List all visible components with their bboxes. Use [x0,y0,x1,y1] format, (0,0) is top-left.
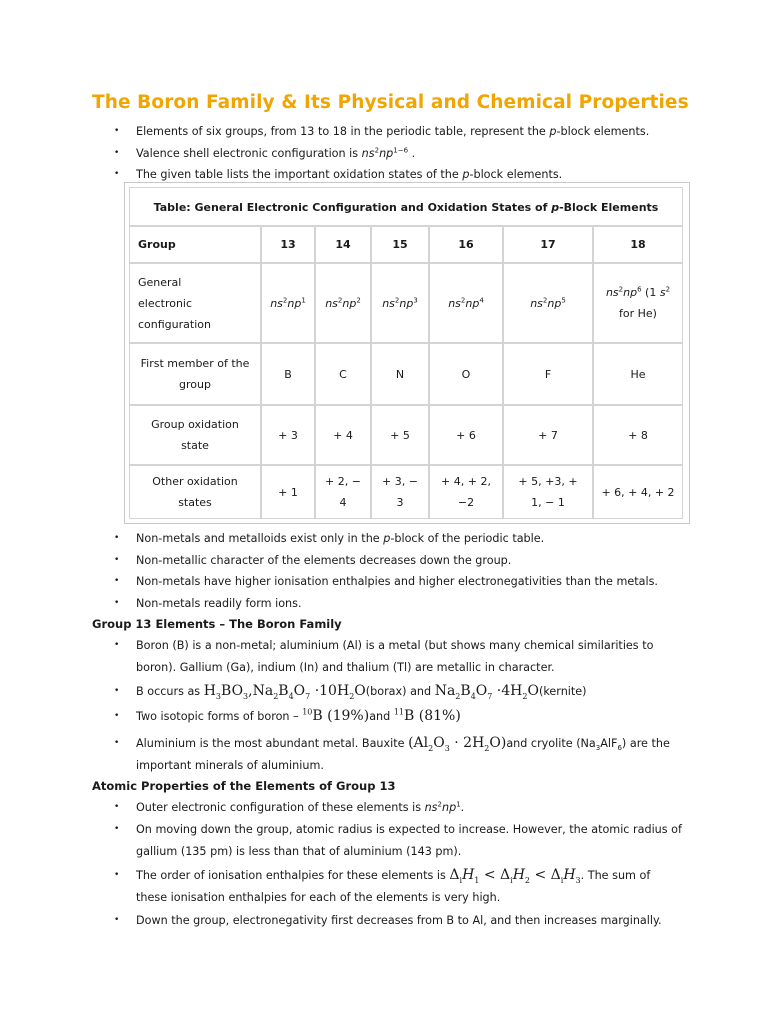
kernite-formula: $Na_2B_4O_7 \cdot 4H_2O$ [434,683,539,701]
section-heading-group-13: Group 13 Elements – The Boron Family [92,617,342,631]
table-cell: + 5 [371,405,429,465]
table-header-cell: Group [129,225,261,263]
table-cell: + 3, − 3 [371,465,429,519]
table-cell: + 5, +3, + 1, − 1 [503,465,593,519]
table-row-label: Other oxidation states [129,465,261,519]
table-cell-config: $ns^2np^5$ [503,263,593,343]
table-cell: O [429,343,503,405]
table-header-cell: 17 [503,225,593,263]
bullet-dot: • [114,711,120,721]
table-cell-config: $ns^2np^1$ [261,263,315,343]
table-cell-config: $ns^2np^2$ [315,263,371,343]
table-cell: C [315,343,371,405]
bullet-dot: • [114,533,120,543]
borax-formula: $H_3BO_3,Na_2B_4O_7 \cdot 10H_2O$ [203,683,366,701]
isotope-b11: $^{11}$B (81%) [393,707,461,724]
bullet-dot: • [114,126,120,136]
table-cell: He [593,343,683,405]
bullet-dot: • [114,738,120,748]
table-header-cell: 15 [371,225,429,263]
bullet-dot: • [114,576,120,586]
table-row-label: Group oxidation state [129,405,261,465]
table-cell: + 1 [261,465,315,519]
table-cell: N [371,343,429,405]
table-cell: F [503,343,593,405]
bauxite-formula: $(Al_2O_3 \cdot 2H_2O)$ [408,735,507,753]
bullet-dot: • [114,824,120,834]
bullet-dot: • [114,598,120,608]
table-cell: + 2, − 4 [315,465,371,519]
table-cell: + 4 [315,405,371,465]
bullet-dot: • [114,169,120,179]
bullet-dot: • [114,870,120,880]
page-title: The Boron Family & Its Physical and Chemical Properties [92,92,689,113]
bullet-dot: • [114,148,120,158]
table-cell: + 6 [429,405,503,465]
table-header-cell: 16 [429,225,503,263]
table-cell: + 3 [261,405,315,465]
table-header-cell: 18 [593,225,683,263]
table-cell-config: $ns^2np^4$ [429,263,503,343]
isotope-b10: $^{10}$B (19%) [302,707,370,724]
table-row-label: First member of the group [129,343,261,405]
table-caption: Table: General Electronic Configuration and Oxidation States of p-Block Elements [129,187,683,227]
oxidation-states-table [124,182,690,524]
bullet-dot: • [114,802,120,812]
table-cell: + 4, + 2, −2 [429,465,503,519]
bullet-dot: • [114,915,120,925]
table-cell: + 8 [593,405,683,465]
bullet-dot: • [114,555,120,565]
table-cell: + 6, + 4, + 2 [593,465,683,519]
table-cell-config: $ns^2np^6$ (1 $s^2$ for He) [593,263,683,343]
bullet-dot: • [114,686,120,696]
table-row-label: General electronic configuration [129,263,261,343]
section-heading-atomic-properties: Atomic Properties of the Elements of Group 13 [92,779,396,793]
table-cell-config: $ns^2np^3$ [371,263,429,343]
bullet-dot: • [114,640,120,650]
table-header-cell: 14 [315,225,371,263]
table-header-cell: 13 [261,225,315,263]
table-cell: B [261,343,315,405]
document-page: The Boron Family & Its Physical and Chemical Properties • Elements of six groups, from 13 to 18 in the periodic table, represent the p-block elements. • Valence shell electronic configuration is $ns^2np^{1-6}$ . • The given table lists the important oxidation states of the p-block elements. Table: General Electronic Configuration and Oxidation States of p-Block Elements Group 13 14 15 16 17 18 General electronic configuration $ns^2np^1$ $ns^2np^2$ $ns^2np^3$ $ns^2np^4$ $ns^2np^5$ $ns^2np^6$ (1 $s^2$ for He) First member of the group B C N O F He Group oxidation state + 3 + 4 + 5 + 6 + 7 + 8 Other oxidation states + 1 + 2, − 4 + 3, − 3 + 4, + 2, −2 + 5, +3, + 1, − 1 + 6, + 4, + 2 • Non-metals and metalloids exist only in the p-block of the periodic table. • Non-metallic character of the elements decreases down the group. • Non-metals have higher ionisation enthalpies and higher electronegativities than the metals. • Non-metals readily form ions. Group 13 Elements – The Boron Family • Boron (B) is a non-metal; aluminium (Al) is a metal (but shows many chemical similarities to boron). Gallium (Ga), indium (In) and thalium (Tl) are metallic in character. • B occurs as $H_3BO_3,Na_2B_4O_7$ $\cdot 10H_2O(borax)$ and $Na_2B_4O_7$ $\cdot 4H_2O(kernite)$ • Two isotopic forms of boron – $^{10}$B (19%)and $^{11}$B (81%) • Aluminium is the most abundant metal. Bauxite $(Al_2O_3 \cdot 2H_2O)and$ cryolite $(Na_3AlF_6)$ are the important minerals of aluminium. Atomic Properties of the Elements of Group 13 • Outer electronic configuration of these elements is $ns^2np^1$. • On moving down the group, atomic radius is expected to increase. However, the atomic radius of gallium (135 pm) is less than that of aluminium (143 pm). • The order of ionisation enthalpies for these elements is $\Delta_iH_1 < \Delta_iH_2 < \Delta_iH_3$. The sum of these ionisation enthalpies for each of the elements is very high. • Down the group, electronegativity first decreases from B to Al, and then increases marginally. [0,0,768,1024]
ionisation-order-formula: $\Delta_iH_1 < \Delta_iH_2 < \Delta_iH_3$ [449,867,581,885]
table-cell: + 7 [503,405,593,465]
